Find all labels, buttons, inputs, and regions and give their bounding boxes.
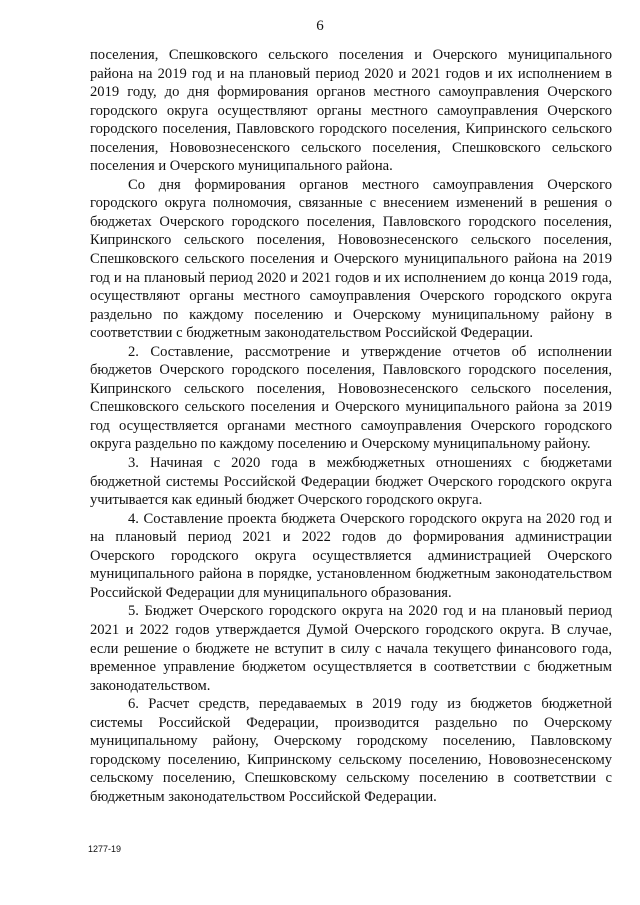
document-body: [90, 46, 612, 806]
paragraph-item-3: 3. Начиная с 2020 года в межбюджетных отношениях с бюджетами бюджетной системы Российской Федерации бюджет Очерского городского округа учитывается как единый бюджет Очерского городского округа.: [90, 455, 612, 509]
paragraph-budget-amendments: Со дня формирования органов местного самоуправления Очерского городского округа полномочия, связанные с внесением изменений в решения о бюджетах Очерского городского поселения, Павловского городского поселения, Кипринского сельского поселения, Нововознесенского сельского поселения, Спешковского сельского поселения и Очерского муниципального района на 2019 год и на плановый период 2020 и 2021 годов и их исполнением до конца 2019 года, осуществляют органы местного самоуправления Очерского городского округа раздельно по каждому поселению и Очерскому муниципальному району в соответствии с бюджетным законодательством Российской Федерации.: [90, 176, 612, 342]
paragraph-item-6: 6. Расчет средств, передаваемых в 2019 году из бюджетов бюджетной системы Российской Федерации, производится раздельно по Очерскому муниципальному району, Очерскому городскому поселению, Павловскому городскому поселению, Кипринскому сельскому поселению, Нововознесенскому сельскому поселению, Спешковскому сельскому поселению в соответствии с бюджетным законодательством Российской Федерации.: [90, 696, 612, 805]
paragraph-item-4: 4. Составление проекта бюджета Очерского городского округа на 2020 год и на плановый период 2021 и 2022 годов до формирования администрации Очерского городского округа осуществляется администрацией Очерского муниципального района в порядке, установленном бюджетным законодательством Российской Федерации для муниципального образования.: [90, 510, 612, 601]
page-number: 6: [316, 18, 324, 34]
paragraph-item-2: 2. Составление, рассмотрение и утверждение отчетов об исполнении бюджетов Очерского городского поселения, Павловского городского поселения, Кипринского сельского поселения, Нововознесенского сельского поселения, Спешковского сельского поселения и Очерского муниципального района за 2019 год осуществляется органами местного самоуправления Очерского городского округа раздельно по каждому поселению и Очерскому муниципальному району.: [90, 343, 612, 453]
document-code: 1277-19: [88, 844, 122, 854]
paragraph-continuation: поселения, Спешковского сельского поселения и Очерского муниципального района на 2019 год и на плановый период 2020 и 2021 годов и их исполнением в 2019 году, до дня формирования органов местного самоуправления Очерского городского округа осуществляют органы местного самоуправления Очерского городского поселения, Павловского городского поселения, Кипринского сельского поселения, Нововознесенского сельского поселения, Спешковского сельского поселения и Очерского муниципального района.: [90, 47, 612, 175]
paragraph-item-5: 5. Бюджет Очерского городского округа на 2020 год и на плановый период 2021 и 2022 годов утверждается Думой Очерского городского округа. В случае, если решение о бюджете не вступит в силу с начала текущего финансового года, временное управление бюджетом осуществляется в соответствии с бюджетным законодательством.: [90, 603, 612, 694]
